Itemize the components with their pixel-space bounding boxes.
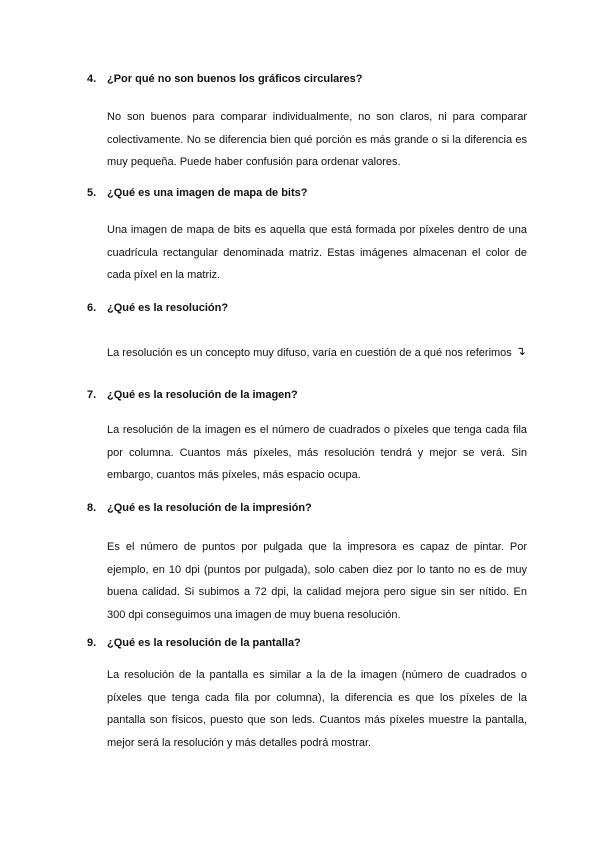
answer-paragraph: Es el número de puntos por pulgada que la impresora es capaz de pintar. Por ejemplo, en 10 dpi (puntos por pulgada), solo caben diez por lo tanto no es de muy buena calidad. Si subimos a 72 dpi, la calidad mejora pero sigue sin ser nítido. En 300 dpi conseguimos una imagen de muy buena resolución. (107, 541, 527, 621)
return-arrow-icon: ↴ (515, 344, 526, 358)
answer-paragraph: Una imagen de mapa de bits es aquella que está formada por píxeles dentro de una cuadrícula rectangular denominada matriz. Estas imágenes almacenan el color de cada píxel en la matriz. (107, 224, 527, 281)
question-heading (87, 388, 298, 402)
answer-paragraph (107, 341, 526, 365)
question-number: 4. (87, 73, 97, 85)
question-text: ¿Qué es la resolución de la pantalla? (107, 637, 301, 649)
question-number: 8. (87, 502, 97, 514)
question-number: 9. (87, 637, 97, 649)
question-number: 5. (87, 187, 97, 199)
question-text: ¿Qué es la resolución de la imagen? (107, 389, 298, 401)
question-number: 6. (87, 302, 97, 314)
question-heading (87, 636, 301, 650)
question-heading (87, 72, 363, 86)
question-heading (87, 186, 308, 200)
answer-paragraph: La resolución de la pantalla es similar a la de la imagen (número de cuadrados o píxeles que tenga cada fila por columna), la diferencia es que los píxeles de la pantalla son físicos, puesto que son leds. Cuantos más píxeles muestre la pantalla, mejor será la resolución y más detalles podrá mostrar. (107, 669, 527, 749)
question-heading (87, 301, 228, 315)
question-heading (87, 501, 312, 515)
answer-paragraph: No son buenos para comparar individualmente, no son claros, ni para comparar colectivamente. No se diferencia bien qué porción es más grande o si la diferencia es muy pequeña. Puede haber confusión para ordenar valores. (107, 111, 527, 168)
question-text: ¿Por qué no son buenos los gráficos circulares? (107, 73, 363, 85)
question-number: 7. (87, 389, 97, 401)
answer-paragraph: La resolución de la imagen es el número de cuadrados o píxeles que tenga cada fila por columna. Cuantos más píxeles, más resolución tendrá y mejor se verá. Sin embargo, cuantos más píxeles, más espacio ocupa. (107, 424, 527, 481)
question-text: ¿Qué es la resolución? (107, 302, 229, 314)
question-text: ¿Qué es una imagen de mapa de bits? (107, 187, 308, 199)
answer-text: La resolución es un concepto muy difuso, varía en cuestión de a qué nos referimos (107, 347, 512, 359)
question-text: ¿Qué es la resolución de la impresión? (107, 502, 312, 514)
